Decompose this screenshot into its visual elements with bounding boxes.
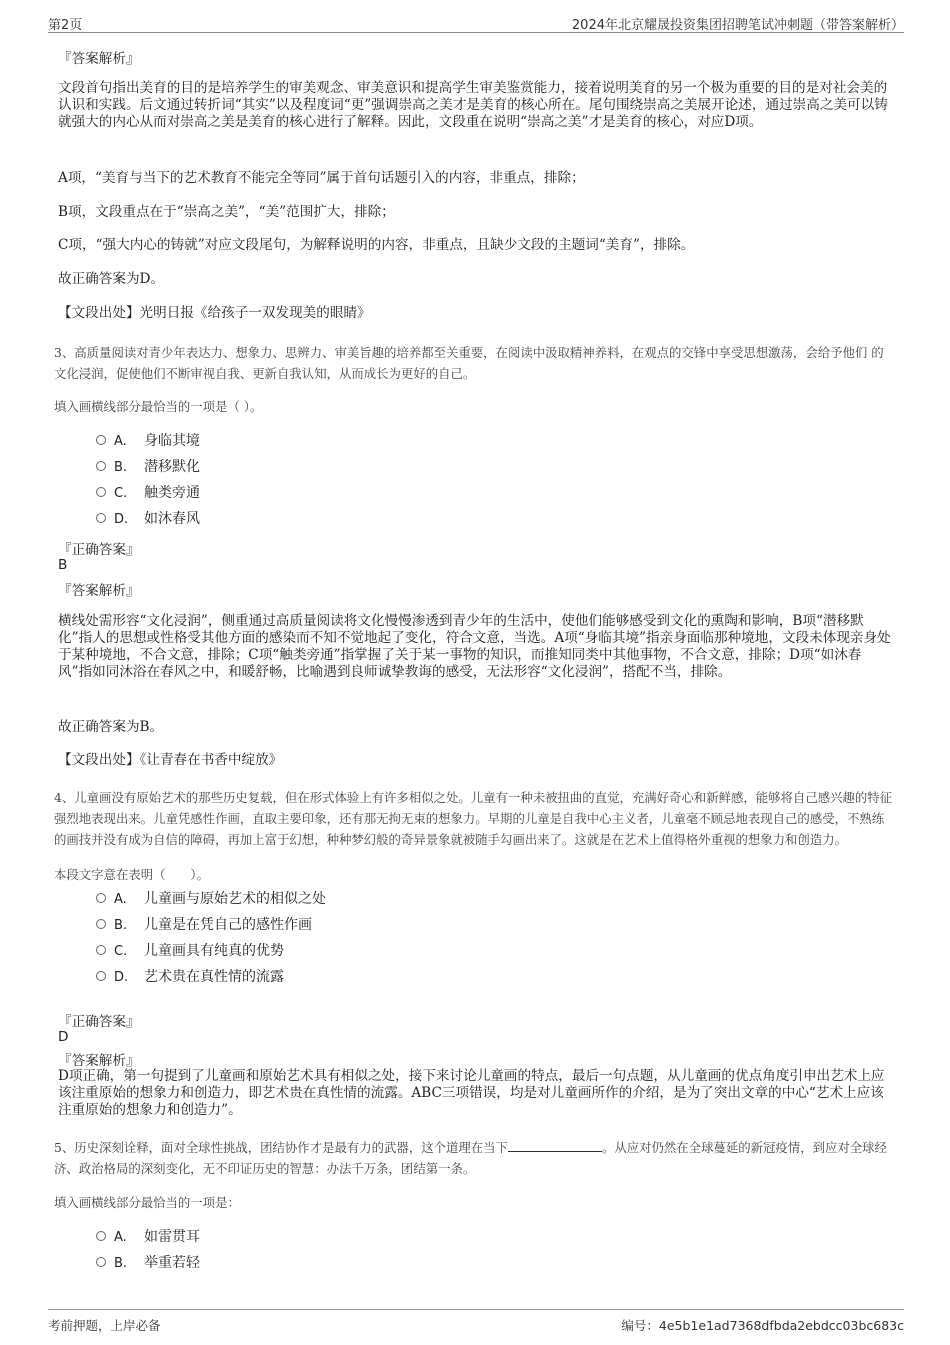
- q4-prompt: 本段文字意在表明（ ）。: [54, 867, 209, 882]
- fill-blank: [508, 1139, 602, 1152]
- q2-option-c-note: C项，“强大内心的铸就”对应文段尾句，为解释说明的内容，非重点，且缺少文段的主题词“美育”，排除。: [58, 237, 695, 253]
- q4-option-a[interactable]: A. 儿童画与原始艺术的相似之处: [96, 889, 326, 909]
- q2-analysis-tag: 『答案解析』: [58, 51, 140, 67]
- radio-icon[interactable]: [96, 919, 106, 929]
- q3-option-a[interactable]: A. 身临其境: [96, 431, 200, 451]
- q2-source: 【文段出处】光明日报《给孩子一双发现美的眼睛》: [58, 305, 371, 321]
- radio-icon[interactable]: [96, 945, 106, 955]
- q5-prompt: 填入画横线部分最恰当的一项是：: [54, 1195, 240, 1210]
- q2-option-a-note: A项，“美育与当下的艺术教育不能完全等同”属于首句话题引入的内容，非重点，排除；: [58, 170, 585, 186]
- q2-option-b-note: B项，文段重点在于“崇高之美”，“美”范围扩大，排除；: [58, 204, 395, 220]
- q3-analysis: 横线处需形容“文化浸润”，侧重通过高质量阅读将文化慢慢渗透到青少年的生活中，使他们能够感受到文化的熏陶和影响，B项“潜移默化”指人的思想或性格受其他方面的感染而不知不觉地起了变化，符合文意，当选。A项“身临其境”指亲身面临那种境地，文段未体现亲身处于某种境地，不合文意，排除；C项“触类旁通”指掌握了关于某一事物的知识，而推知同类中其他事物，不合文意，排除；D项“如沐春风”指如同沐浴在春风之中，和暖舒畅，比喻遇到良师诚挚教诲的感受，无法形容“文化浸润”，搭配不当，排除。: [58, 613, 891, 680]
- radio-icon[interactable]: [96, 461, 106, 471]
- q3-answer: B: [58, 557, 68, 573]
- radio-icon[interactable]: [96, 513, 106, 523]
- q4-answer-tag: 『正确答案』: [58, 1014, 140, 1030]
- q3-option-c[interactable]: C. 触类旁通: [96, 483, 200, 503]
- q5-stem: 5、历史深刻诠释，面对全球性挑战，团结协作才是最有力的武器，这个道理在当下 。从应对仍然在全球蔓延的新冠疫情，到应对全球经济、政治格局的深刻变化，无不印证历史的智慧：办法千万条，团结第一条。: [54, 1140, 887, 1176]
- q3-stem: 3、高质量阅读对青少年表达力、想象力、思辨力、审美旨趣的培养都至关重要，在阅读中汲取精神养料，在观点的交锋中享受思想激荡，会给予他们 的文化浸润，促使他们不断审视自我、更新自我认知，从而成长为更好的自己。: [54, 345, 884, 381]
- footer-slogan: 考前押题，上岸必备: [48, 1318, 161, 1333]
- q4-answer: D: [58, 1029, 69, 1045]
- q4-analysis: D项正确，第一句提到了儿童画和原始艺术具有相似之处，接下来讨论儿童画的特点，最后一句点题，从儿童画的优点角度引申出艺术上应该注重原始的想象力和创造力，即艺术贵在真性情的流露。ABC三项错误，均是对儿童画所作的介绍，是为了突出文章的中心“艺术上应该注重原始的想象力和创造力”。: [58, 1068, 885, 1118]
- q3-option-d[interactable]: D. 如沐春风: [96, 509, 200, 529]
- q2-conclusion: 故正确答案为D。: [58, 271, 165, 287]
- q4-option-c[interactable]: C. 儿童画具有纯真的优势: [96, 941, 284, 961]
- radio-icon[interactable]: [96, 435, 106, 445]
- q4-analysis-tag: 『答案解析』: [58, 1053, 140, 1069]
- q2-analysis: 文段首句指出美育的目的是培养学生的审美观念、审美意识和提高学生审美鉴赏能力，接着说明美育的另一个极为重要的目的是对社会美的认识和实践。后文通过转折词“其实”以及程度词“更”强调崇高之美才是美育的核心所在。尾句围绕崇高之美展开论述，通过崇高之美可以铸就强大的内心从而对崇高之美是美育的核心进行了解释。因此，文段重在说明“崇高之美”才是美育的核心，对应D项。: [58, 80, 888, 130]
- page-footer: [48, 1309, 904, 1336]
- radio-icon[interactable]: [96, 971, 106, 981]
- q3-prompt: 填入画横线部分最恰当的一项是（ ）。: [54, 399, 263, 414]
- document-id: 编号：4e5b1e1ad7368dfbda2ebdcc03bc683c: [621, 1318, 904, 1333]
- q3-answer-tag: 『正确答案』: [58, 542, 140, 558]
- document-title: 2024年北京耀晟投资集团招聘笔试冲刺题（带答案解析）: [571, 18, 904, 33]
- page-number: 第2页: [48, 18, 83, 33]
- q4-option-d[interactable]: D. 艺术贵在真性情的流露: [96, 967, 284, 987]
- q3-analysis-tag: 『答案解析』: [58, 583, 140, 599]
- q4-option-b[interactable]: B. 儿童是在凭自己的感性作画: [96, 915, 312, 935]
- radio-icon[interactable]: [96, 1231, 106, 1241]
- q5-option-a[interactable]: A. 如雷贯耳: [96, 1227, 200, 1247]
- q3-option-b[interactable]: B. 潜移默化: [96, 457, 200, 477]
- q5-option-b[interactable]: B. 举重若轻: [96, 1253, 200, 1273]
- radio-icon[interactable]: [96, 487, 106, 497]
- page-header: [48, 10, 904, 33]
- radio-icon[interactable]: [96, 1257, 106, 1267]
- q4-stem: 4、儿童画没有原始艺术的那些历史复载，但在形式体验上有许多相似之处。儿童有一种未被扭曲的直觉，充满好奇心和新鲜感，能够将自己感兴趣的特征强烈地表现出来。儿童凭感性作画，直取主要印象，还有那无拘无束的想象力。早期的儿童是自我中心主义者，儿童毫不顾忌地表现自己的感受，不熟练的画技并没有成为自信的障碍，再加上富于幻想，种种梦幻般的奇异景象就被随手勾画出来了。这就是在艺术上值得格外重视的想象力和创造力。: [54, 790, 893, 847]
- q3-source: 【文段出处】《让青春在书香中绽放》: [58, 752, 283, 768]
- radio-icon[interactable]: [96, 893, 106, 903]
- q3-conclusion: 故正确答案为B。: [58, 719, 164, 735]
